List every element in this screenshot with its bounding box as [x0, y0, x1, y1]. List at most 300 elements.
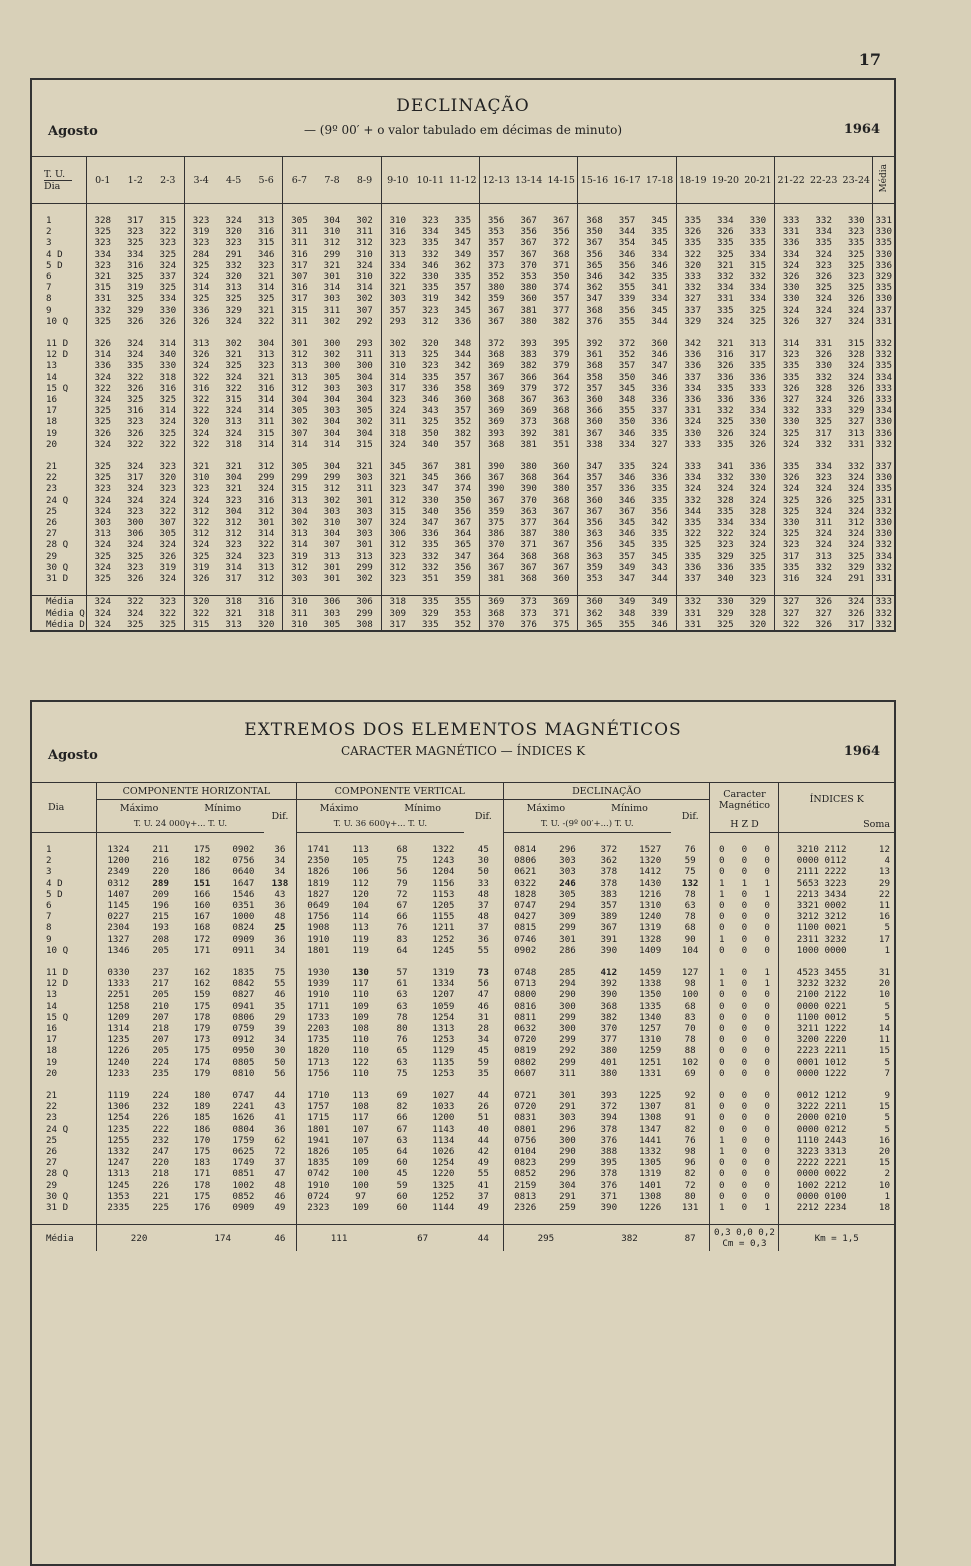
extreme-value: 376 [600, 1134, 618, 1146]
declination-value: 316 [126, 405, 144, 417]
declination-value: 312 [283, 349, 316, 360]
declination-value: 324 [749, 483, 767, 495]
declination-value: 334 [651, 248, 668, 260]
hour-header: 1-2 [119, 157, 152, 204]
declination-value: 335 [126, 360, 144, 372]
hour-header: 16-17 [611, 157, 644, 204]
extreme-value: 1325 [432, 1179, 455, 1191]
table-row [32, 383, 894, 394]
separator-cell [742, 204, 775, 216]
declination-value: 299 [323, 472, 341, 484]
extreme-value: 378 [600, 866, 618, 878]
declination-value: 313 [257, 215, 275, 226]
declination-value: 323 [225, 237, 242, 249]
extreme-value: 0649 [296, 900, 340, 911]
extreme-value: 43 [274, 888, 286, 900]
extreme-value: 80 [684, 1190, 696, 1202]
z-min-mean: 67 [381, 1225, 464, 1252]
declination-value: 330 [709, 596, 742, 608]
table-row [32, 1101, 894, 1112]
extreme-value: 0747 [503, 900, 547, 911]
declination-value: 317 [381, 383, 414, 394]
extreme-value: 1546 [232, 888, 255, 900]
declination-value: 316 [257, 226, 275, 238]
declination-value: 336 [749, 461, 767, 473]
declination-value: 324 [126, 494, 144, 506]
extreme-value: 0721 [503, 1090, 547, 1101]
declination-value: 325 [184, 260, 217, 271]
declination-value: 327 [815, 607, 832, 619]
table-row [32, 911, 894, 922]
declination-value: 307 [356, 304, 373, 316]
declination-value: 324 [717, 315, 734, 327]
declination-value: 360 [578, 394, 611, 405]
extreme-value: 1033 [432, 1101, 455, 1113]
table-row [32, 1034, 894, 1045]
h-max-mean: 220 [96, 1225, 181, 1252]
declination-value: 348 [618, 394, 636, 406]
extreme-value: 117 [352, 1112, 369, 1124]
extreme-value: 178 [193, 1179, 211, 1191]
declination-value: 349 [643, 596, 676, 608]
row-mean: 334 [873, 405, 894, 416]
declination-value: 347 [422, 517, 439, 529]
extreme-value: 0911 [232, 944, 255, 956]
declination-value: 306 [381, 528, 414, 539]
declination-value: 324 [159, 539, 177, 551]
declination-value: 357 [454, 405, 472, 417]
extreme-value: 78 [684, 888, 696, 900]
extreme-value: 224 [152, 1090, 169, 1102]
declination-value: 327 [676, 293, 709, 304]
declination-value: 325 [159, 248, 177, 260]
extreme-value: 378 [600, 1168, 618, 1180]
extreme-value: 0813 [503, 1191, 547, 1202]
declination-value: 313 [283, 528, 316, 539]
separator-cell [503, 956, 547, 967]
separator-cell [545, 327, 578, 338]
declination-value: 332 [86, 305, 119, 316]
declination-value: 333 [815, 405, 832, 417]
declination-value: 325 [257, 293, 275, 305]
extreme-value: 73 [477, 967, 489, 979]
declination-value: 333 [676, 439, 709, 450]
declination-value: 392 [520, 427, 537, 439]
separator-cell [676, 584, 709, 596]
declination-value: 357 [578, 472, 611, 483]
declination-value: 325 [126, 271, 144, 283]
declination-value: 302 [381, 338, 414, 349]
row-day: 28 Q [46, 1168, 69, 1180]
separator-cell [480, 327, 513, 338]
extreme-value: 97 [355, 1190, 367, 1202]
declination-value: 366 [578, 405, 611, 416]
table-row [32, 1001, 894, 1012]
extreme-value: 68 [396, 844, 408, 855]
declination-value: 367 [552, 215, 570, 226]
declination-value: 353 [578, 573, 611, 584]
declination-value: 336 [422, 528, 439, 540]
extreme-value: 78 [684, 1034, 696, 1046]
declination-value: 322 [257, 539, 275, 551]
row-day: 17 [46, 1034, 58, 1046]
extreme-value: 90 [684, 933, 696, 945]
separator-cell [547, 956, 588, 967]
extremes-table [32, 782, 894, 1251]
declination-value: 328 [749, 607, 767, 619]
declination-year: 1964 [843, 122, 880, 137]
declination-value: 372 [552, 382, 570, 394]
extreme-value: 0 [710, 1045, 733, 1056]
extreme-value: 209 [152, 888, 169, 900]
extreme-value: 1801 [296, 945, 340, 956]
hour-header: 22-23 [807, 157, 840, 204]
separator-cell [423, 1079, 464, 1090]
declination-value: 343 [651, 561, 668, 573]
declination-value: 330 [749, 472, 767, 484]
extreme-value: 92 [684, 1090, 696, 1102]
separator-cell [296, 956, 340, 967]
table-row [32, 528, 894, 539]
declination-value: 325 [86, 226, 119, 237]
separator-cell [756, 1213, 779, 1225]
separator-cell [864, 1079, 894, 1090]
declination-value: 321 [225, 607, 242, 619]
declination-value: 323 [381, 551, 414, 562]
declination-value: 314 [356, 282, 373, 294]
separator-cell [348, 584, 381, 596]
extreme-value: 291 [559, 1101, 576, 1113]
extreme-value: 182 [193, 855, 211, 867]
extreme-value: 11 [878, 900, 890, 912]
declination-value: 325 [847, 248, 865, 260]
separator-cell [742, 584, 775, 596]
separator-cell [381, 450, 414, 461]
extreme-value: 122 [352, 1056, 369, 1068]
extreme-value: 237 [152, 967, 169, 979]
extreme-value: 25 [274, 922, 286, 934]
extreme-value: 2323 [296, 1202, 340, 1213]
declination-value: 303 [381, 293, 414, 304]
extreme-value: 207 [152, 1011, 169, 1023]
declination-value: 325 [847, 550, 865, 562]
row-day: 24 Q [46, 494, 69, 506]
declination-value: 316 [717, 349, 734, 361]
extreme-value: 218 [152, 1168, 169, 1180]
declination-value: 324 [86, 608, 119, 619]
extreme-value: 107 [352, 1123, 369, 1135]
extreme-value: 46 [274, 1190, 286, 1202]
extreme-value: 45 [477, 1045, 489, 1057]
declination-value: 330 [676, 428, 709, 439]
extreme-value: 2212 2234 [779, 1202, 864, 1213]
extreme-value: 72 [274, 1146, 286, 1158]
declination-value: 356 [480, 215, 513, 226]
declination-value: 365 [454, 539, 472, 551]
table-row [32, 506, 894, 517]
extreme-value: 1306 [96, 1101, 140, 1112]
extreme-value: 1100 0012 [779, 1012, 864, 1023]
extreme-value: 0312 [96, 878, 140, 889]
declination-value: 335 [749, 561, 767, 573]
declination-value: 367 [520, 248, 537, 260]
declination-value: 356 [618, 304, 636, 316]
declination-value: 314 [159, 338, 177, 350]
extreme-value: 98 [684, 978, 696, 990]
dif-header: Dif. [271, 810, 289, 822]
declination-value: 316 [159, 382, 177, 394]
separator-cell [140, 1213, 181, 1225]
declination-value: 369 [545, 596, 578, 608]
extreme-value: 391 [600, 933, 618, 945]
declination-value: 333 [676, 461, 709, 472]
declination-value: 330 [422, 271, 439, 283]
declination-value: 381 [454, 461, 472, 473]
extreme-value: 1240 [639, 911, 662, 923]
declination-value: 306 [348, 596, 381, 608]
row-day: 18 [46, 416, 58, 428]
separator-cell [381, 833, 422, 845]
extreme-value: 0000 1222 [779, 1068, 864, 1079]
extreme-value: 50 [274, 1056, 286, 1068]
extreme-value: 55 [477, 944, 489, 956]
declination-value: 334 [159, 293, 177, 305]
extreme-value: 1827 [296, 889, 340, 900]
extreme-value: 105 [352, 1146, 369, 1158]
extreme-value: 1143 [432, 1123, 455, 1135]
extreme-value: 1711 [296, 1001, 340, 1012]
page-number: 17 [858, 50, 881, 69]
declination-value: 357 [578, 483, 611, 494]
declination-value: 324 [815, 573, 832, 585]
extreme-value: 113 [352, 922, 369, 934]
declination-value: 325 [86, 316, 119, 327]
extreme-value: 1 [710, 1146, 733, 1157]
declination-value: 327 [775, 608, 808, 619]
declination-value: 328 [86, 215, 119, 226]
extreme-value: 0720 [503, 1101, 547, 1112]
extreme-value: 0 [741, 1067, 748, 1079]
extreme-value: 0941 [232, 1000, 255, 1012]
extreme-value: 55 [274, 978, 286, 990]
separator-cell [152, 327, 185, 338]
extreme-value: 76 [396, 922, 408, 934]
declination-value: 325 [159, 427, 177, 439]
hour-header: 11-12 [447, 157, 480, 204]
declination-value: 346 [422, 259, 439, 271]
row-day: 24 Q [46, 1123, 69, 1135]
extreme-value: 0811 [503, 1012, 547, 1023]
separator-cell [611, 327, 644, 338]
extreme-value: 1334 [432, 978, 455, 990]
declination-value: 325 [126, 550, 144, 562]
declination-value: 324 [184, 539, 217, 550]
extreme-value: 0852 [503, 1168, 547, 1179]
extreme-value: 44 [477, 1090, 489, 1102]
hour-header: 19-20 [709, 157, 742, 204]
declination-value: 346 [618, 494, 636, 506]
declination-value: 303 [86, 517, 119, 528]
extreme-value: 186 [193, 1123, 211, 1135]
declination-value: 393 [480, 428, 513, 439]
separator-cell [96, 956, 140, 967]
extreme-value: 0 [741, 1034, 748, 1046]
declination-value: 335 [815, 237, 832, 249]
separator-cell [250, 584, 283, 596]
extreme-value: 179 [193, 1067, 211, 1079]
extreme-value: 36 [274, 1123, 286, 1135]
extreme-value: 48 [274, 1179, 286, 1191]
extreme-value: 0427 [503, 911, 547, 922]
hour-header: 20-21 [742, 157, 775, 204]
extreme-value: 106 [352, 866, 369, 878]
declination-value: 325 [717, 416, 734, 428]
declination-value: 324 [775, 305, 808, 316]
separator-cell [630, 956, 671, 967]
extreme-value: 0632 [503, 1023, 547, 1034]
declination-value: 325 [717, 248, 734, 260]
separator-cell [630, 1213, 671, 1225]
extreme-value: 61 [396, 978, 408, 990]
declination-value: 360 [578, 416, 611, 427]
declination-value: 331 [676, 619, 709, 630]
declination-value: 386 [480, 528, 513, 539]
declination-value: 353 [480, 226, 513, 237]
table-row [32, 539, 894, 550]
extreme-value: 0823 [503, 1157, 547, 1168]
separator-cell [742, 327, 775, 338]
declination-value: 321 [225, 461, 242, 473]
row-day: 13 [46, 360, 58, 372]
extreme-value: 392 [600, 978, 618, 990]
separator-cell [381, 1213, 422, 1225]
extreme-value: 0759 [232, 1023, 255, 1035]
declination-value: 310 [184, 472, 217, 483]
declination-value: 325 [86, 472, 119, 483]
declination-value: 335 [651, 483, 668, 495]
separator-cell [709, 450, 742, 461]
declination-value: 357 [480, 237, 513, 248]
row-day: 22 [46, 1101, 58, 1113]
declination-value: 381 [480, 573, 513, 584]
extreme-value: 0713 [503, 978, 547, 989]
declination-value: 315 [159, 215, 177, 226]
declination-value: 325 [749, 315, 767, 327]
extreme-value: 0 [764, 989, 770, 1001]
row-day: Média D [46, 618, 85, 630]
extreme-value: 1715 [296, 1112, 340, 1123]
separator-cell [381, 956, 422, 967]
declination-value: 357 [618, 360, 636, 372]
row-day: 9 [46, 304, 52, 316]
declination-value: 321 [257, 271, 275, 283]
separator-cell [480, 204, 513, 216]
separator-cell [140, 833, 181, 845]
declination-value: 313 [283, 372, 316, 383]
row-mean: 330 [873, 416, 894, 427]
extreme-value: 0756 [232, 855, 255, 867]
extreme-value: 41 [274, 1112, 286, 1124]
declination-value: 331 [775, 226, 808, 237]
extreme-value: 112 [352, 877, 369, 889]
declination-value: 334 [717, 215, 734, 226]
extreme-value: 34 [274, 944, 286, 956]
declination-value: 317 [126, 215, 144, 226]
declination-value: 324 [184, 271, 217, 282]
extreme-value: 0 [710, 1012, 733, 1023]
separator-cell [86, 204, 119, 216]
declination-value: 335 [717, 505, 734, 517]
declination-value: 335 [749, 237, 767, 249]
declination-value: 323 [225, 539, 242, 551]
declination-value: 368 [480, 349, 513, 360]
declination-value: 324 [159, 494, 177, 506]
row-day: 30 Q [46, 1190, 69, 1202]
declination-value: 393 [520, 338, 537, 350]
separator-cell [381, 327, 414, 338]
declination-value: 314 [257, 405, 275, 417]
row-mean: 331 [873, 495, 894, 506]
hour-header: 18-19 [676, 157, 709, 204]
extreme-value: 104 [681, 944, 699, 956]
row-mean: 335 [873, 237, 894, 248]
extreme-value: 0 [741, 1000, 748, 1012]
declination-value: 330 [749, 416, 767, 428]
row-day: 20 [46, 1067, 58, 1079]
declination-value: 335 [717, 237, 734, 249]
declination-value: 304 [225, 505, 242, 517]
declination-value: 324 [184, 428, 217, 439]
declination-value: 326 [775, 271, 808, 282]
separator-cell [423, 833, 464, 845]
declination-value: 359 [480, 506, 513, 517]
extreme-value: 167 [193, 911, 211, 923]
separator-cell [578, 204, 611, 216]
declination-value: 324 [381, 405, 414, 416]
table-row [32, 293, 894, 304]
declination-value: 316 [126, 259, 144, 271]
declination-value: 317 [283, 293, 316, 304]
extreme-value: 0 [741, 978, 748, 990]
declination-value: 364 [480, 551, 513, 562]
separator-cell [840, 327, 873, 338]
declination-value: 350 [618, 371, 636, 383]
extreme-value: 0351 [232, 900, 255, 912]
declination-value: 332 [847, 461, 865, 473]
declination-value: 335 [422, 618, 439, 630]
declination-value: 326 [159, 315, 177, 327]
declination-value: 303 [323, 293, 341, 305]
row-day: 23 [46, 1112, 58, 1124]
declination-value: 355 [447, 596, 480, 608]
extreme-value: 1153 [432, 888, 455, 900]
declination-value: 335 [651, 494, 668, 506]
extreme-value: 0852 [232, 1190, 255, 1202]
row-mean: 333 [873, 394, 894, 405]
extreme-value: 357 [600, 900, 618, 912]
declination-value: 324 [847, 472, 865, 484]
declination-value: 311 [283, 316, 316, 327]
separator-cell [152, 584, 185, 596]
declination-value: 347 [618, 573, 636, 585]
soma-header: Soma [779, 816, 894, 833]
separator-cell [742, 450, 775, 461]
separator-cell [181, 956, 222, 967]
declination-value: 336 [717, 561, 734, 573]
hour-header: 15-16 [578, 157, 611, 204]
declination-value: 379 [552, 360, 570, 372]
extreme-value: 12 [878, 844, 890, 855]
